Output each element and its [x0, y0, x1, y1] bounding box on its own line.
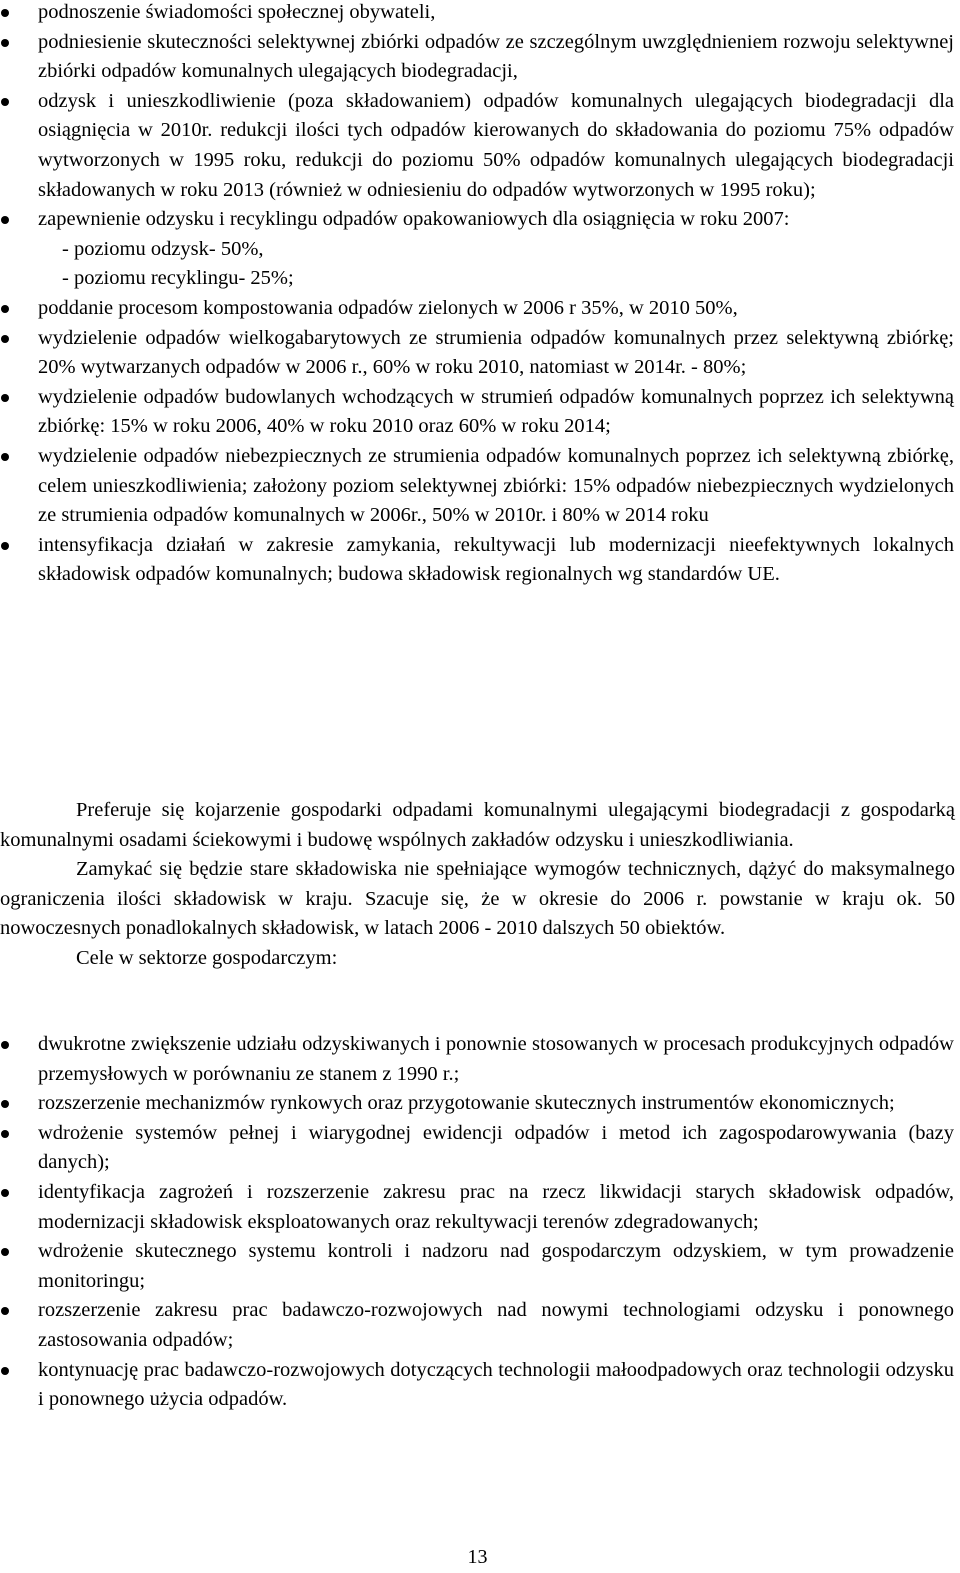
list-item [0, 1030, 958, 1089]
list-item [0, 1356, 958, 1415]
list-item [0, 294, 958, 324]
bullet-list-municipal-goals [0, 0, 958, 590]
list-item-text: identyfikacja zagrożeń i rozszerzenie zakresu prac na rzecz likwidacji starych składowisk odpadów, modernizacji składowisk eksploatowanych oraz rekultywacji terenów zdegradowanych; [38, 1180, 954, 1233]
bullet-list-economic-goals [0, 1030, 958, 1415]
list-item-text: wydzielenie odpadów budowlanych wchodzących w strumień odpadów komunalnych poprzez ich selektywną zbiórkę: 15% w roku 2006, 40% w roku 2010 oraz 60% w roku 2014; [38, 385, 954, 438]
list-item-text: rozszerzenie zakresu prac badawczo-rozwojowych nad nowymi technologiami odzysku i ponownego zastosowania odpadów; [38, 1299, 954, 1351]
list-item [0, 324, 958, 383]
list-item-text: intensyfikacja działań w zakresie zamykania, rekultywacji lub modernizacji nieefektywnych lokalnych składowisk odpadów komunalnych; budowa składowisk regionalnych wg standardów UE. [38, 533, 954, 586]
bullet-icon [1, 1307, 9, 1315]
list-item [0, 1296, 958, 1355]
bullet-icon [1, 335, 9, 343]
paragraph-economic-heading: Cele w sektorze gospodarczym: [76, 946, 338, 969]
bullet-icon [1, 216, 9, 224]
list-item-text: poddanie procesom kompostowania odpadów zielonych w 2006 r 35%, w 2010 50%, [38, 296, 738, 319]
list-item-text: wydzielenie odpadów wielkogabarytowych ze strumienia odpadów komunalnych przez selektywną zbiórkę; 20% wytwarzanych odpadów w 2006 r., 60% w roku 2010, natomiast w 2014r. - 80%; [38, 326, 954, 379]
list-item-text: wdrożenie skutecznego systemu kontroli i nadzoru nad gospodarczym odzyskiem, w tym prowadzenie monitoringu; [38, 1240, 954, 1292]
list-item [0, 442, 958, 531]
list-item [0, 531, 958, 590]
list-item [0, 1237, 958, 1296]
bullet-icon [1, 9, 9, 17]
list-item-text: podnoszenie świadomości społecznej obywateli, [38, 1, 436, 23]
list-item [0, 205, 958, 294]
bullet-icon [1, 1189, 9, 1197]
list-item-text: wydzielenie odpadów niebezpiecznych ze strumienia odpadów komunalnych poprzez ich selektywną zbiórkę, celem unieszkodliwienia; założony poziom selektywnej zbiórki: 15% odpadów niebezpiecznych wydzielonych ze strumienia odpadów komunalnych w 2006r., 50% w 2010r. i 80% w 2014 roku [38, 444, 954, 527]
list-item-text: rozszerzenie mechanizmów rynkowych oraz przygotowanie skutecznych instrumentów ekonomicznych; [38, 1092, 895, 1115]
bullet-icon [1, 1100, 9, 1108]
list-item [0, 1089, 958, 1119]
list-item-text: zapewnienie odzysku i recyklingu odpadów opakowaniowych dla osiągnięcia w roku 2007: [38, 208, 790, 231]
body-paragraphs [0, 796, 955, 974]
bullet-icon [1, 453, 9, 461]
sub-item-recovery: - poziomu odzysk- 50%, [62, 237, 264, 260]
bullet-icon [1, 394, 9, 402]
sub-item-recycling: - poziomu recyklingu- 25%; [62, 267, 294, 290]
bullet-icon [1, 1248, 9, 1256]
list-item [0, 87, 958, 205]
list-item-text: podniesienie skuteczności selektywnej zbiórki odpadów ze szczególnym uwzględnieniem rozwoju selektywnej zbiórki odpadów komunalnych ulegających biodegradacji, [38, 30, 954, 83]
list-item [0, 383, 958, 442]
paragraph-landfills: Zamykać się będzie stare składowiska nie spełniające wymogów technicznych, dążyć do maksymalnego ograniczenia ilości składowisk w kraju. Szacuje się, że w okresie do 2006 r. powstanie w kraju ok. 50 nowoczesnych ponadlokalnych składowisk, w latach 2006 - 2010 dalszych 50 obiektów. [0, 858, 955, 940]
bullet-icon [1, 305, 9, 313]
list-item [0, 1119, 958, 1178]
list-item [0, 1178, 958, 1237]
list-item [0, 0, 958, 28]
bullet-icon [1, 1041, 9, 1049]
bullet-icon [1, 39, 9, 47]
bullet-icon [1, 1367, 9, 1375]
page-number: 13 [467, 1546, 488, 1568]
list-item-text: wdrożenie systemów pełnej i wiarygodnej ewidencji odpadów i metod ich zagospodarowywania (bazy danych); [38, 1121, 954, 1174]
list-item [0, 28, 958, 87]
list-item-text: kontynuację prac badawczo-rozwojowych dotyczących technologii małoodpadowych oraz technologii odzysku i ponownego użycia odpadów. [38, 1358, 954, 1411]
list-item-text: dwukrotne zwiększenie udziału odzyskiwanych i ponownie stosowanych w procesach produkcyjnych odpadów przemysłowych w porównaniu ze stanem z 1990 r.; [38, 1033, 954, 1085]
bullet-icon [1, 98, 9, 106]
paragraph-biodegradable: Preferuje się kojarzenie gospodarki odpadami komunalnymi ulegającymi biodegradacji z gospodarką komunalnymi osadami ściekowymi i budowę wspólnych zakładów odzysku i unieszkodliwiania. [0, 799, 955, 851]
bullet-icon [1, 1130, 9, 1138]
bullet-icon [1, 542, 9, 550]
list-item-text: odzysk i unieszkodliwienie (poza składowaniem) odpadów komunalnych ulegających biodegradacji dla osiągnięcia w 2010r. redukcji ilości tych odpadów kierowanych do składowania do poziomu 75% odpadów wytworzonych w 1995 roku, redukcji do poziomu 50% odpadów komunalnych ulegających biodegradacji składowanych w roku 2013 (również w odniesieniu do odpadów wytworzonych w 1995 roku); [38, 89, 954, 201]
